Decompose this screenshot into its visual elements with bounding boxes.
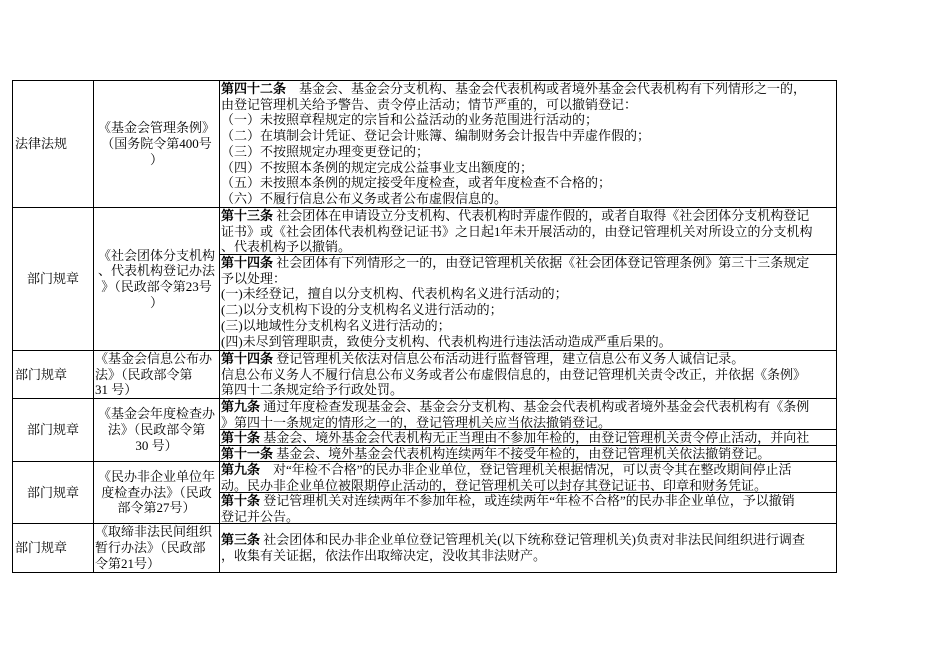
article-heading: 第十条 xyxy=(221,430,261,445)
regulation-name-line: 法》（民政部令第 xyxy=(107,422,206,438)
regulation-cell xyxy=(94,462,220,524)
regulation-name-line: 30 号） xyxy=(135,437,178,453)
article-text-line: 》第四十一条规定的情形之一的，登记管理机关应当依法撤销登记。 xyxy=(221,414,612,430)
article-first-line xyxy=(221,462,836,478)
regulation-name-line: 《基金会信息公布办 xyxy=(95,351,213,366)
article-text-line: （二）在填制会计凭证、登记会计账簿、编制财务会计报告中弄虚作假的； xyxy=(221,128,651,144)
article-first-line xyxy=(221,493,836,509)
article-cell xyxy=(220,399,837,462)
regulation-name-line: 度检查办法》（民政 xyxy=(101,484,212,500)
category-label: 部门规章 xyxy=(26,271,79,287)
article-text: 通过年度检查发现基金会、基金会分支机构、基金会代表机构或者境外基金会代表机构有《条例 xyxy=(260,399,810,414)
article-first-line xyxy=(221,255,836,271)
article xyxy=(220,399,836,430)
table-row xyxy=(13,208,837,351)
article-text: 社会团体在申请设立分支机构、代表机构时弄虚作假的，或者自取得《社会团体分支机构登记 xyxy=(273,208,810,223)
regulation-name-line: ） xyxy=(149,151,163,167)
article-cell xyxy=(220,351,837,399)
article-text: 基金会、基金会分支机构、基金会代表机构或者境外基金会代表机构有下列情形之一的， xyxy=(286,81,807,96)
article-text: 登记管理机关依法对信息公布活动进行监督管理，建立信息公布义务人诚信记录。 xyxy=(273,351,745,366)
article-text-line: 由登记管理机关给予警告、责令停止活动；情节严重的，可以撤销登记： xyxy=(221,96,638,112)
article-text-line: 、代表机构予以撤销。 xyxy=(221,239,352,255)
regulation-name-line: 、代表机构登记办法 xyxy=(97,263,215,279)
article-text-line: ，收集有关证据，依法作出取缔决定，没收其非法财产。 xyxy=(221,548,547,563)
table-row xyxy=(13,462,837,524)
category-cell xyxy=(13,524,94,573)
article xyxy=(220,493,836,524)
regulation-name-line: 部令第27号） xyxy=(117,500,196,516)
regulation-name-line: 法》（民政部令第 xyxy=(95,366,193,382)
article-text: 社会团体有下列情形之一的，由登记管理机关依据《社会团体登记管理条例》第三十三条规定 xyxy=(273,255,810,270)
article xyxy=(220,462,836,493)
article-heading: 第三条 xyxy=(221,532,261,548)
article-text: 登记管理机关对连续两年不参加年检，或连续两年“年检不合格”的民办非企业单位，予以撤销 xyxy=(260,493,795,508)
article-heading: 第十条 xyxy=(221,493,261,508)
regulation-name-line: 《基金会管理条例》 xyxy=(97,120,215,136)
regulation-name-line: 31 号） xyxy=(95,382,138,398)
article-cell xyxy=(220,208,837,351)
article-first-line xyxy=(221,208,836,224)
article-heading: 第十四条 xyxy=(221,351,274,366)
category-label: 部门规章 xyxy=(26,484,79,500)
regulation-name-line: 《社会团体分支机构 xyxy=(97,247,215,263)
article-text-line: (一)未经登记，擅自以分支机构、代表机构名义进行活动的； xyxy=(221,286,568,302)
article xyxy=(220,81,836,208)
article-text-line: (二)以分支机构下设的分支机构名义进行活动的； xyxy=(221,302,503,318)
regulation-name-line: 《取缔非法民间组织 xyxy=(95,524,213,540)
article-first-line xyxy=(221,351,836,367)
article-heading: 第九条 xyxy=(221,399,261,414)
article-text-line: (四)未尽到管理职责，致使分支机构、代表机构进行违法活动造成严重后果的。 xyxy=(221,333,672,349)
article-heading: 第十四条 xyxy=(221,255,274,270)
regulation-cell xyxy=(94,208,220,351)
article-text-line: 登记并公告。 xyxy=(221,508,300,524)
regulation-cell xyxy=(94,81,220,208)
regulation-table xyxy=(12,80,837,573)
article-text-line: （四）不按照本条例的规定完成公益事业支出额度的； xyxy=(221,159,534,175)
article xyxy=(220,524,836,573)
article-text-line: (三)以地域性分支机构名义进行活动的； xyxy=(221,317,451,333)
category-label: 部门规章 xyxy=(15,540,68,556)
article-text-line: 第四十二条规定给予行政处罚。 xyxy=(221,382,404,398)
article-text: 社会团体和民办非企业单位登记管理机关(以下统称登记管理机关)负责对非法民间组织进行调查 xyxy=(260,532,805,548)
article-cell xyxy=(220,524,837,573)
article-first-line xyxy=(221,532,836,548)
article-text-line: 予以处理： xyxy=(221,270,287,286)
regulation-cell xyxy=(94,351,220,399)
category-label: 部门规章 xyxy=(15,366,68,382)
article-heading: 第四十二条 xyxy=(221,81,287,96)
article-text-line: （五）未按照本条例的规定接受年度检查，或者年度检查不合格的； xyxy=(221,175,612,191)
article-text: 基金会、境外基金会代表机构连续两年不接受年检的，由登记管理机关依法撤销登记。 xyxy=(273,446,771,461)
category-cell xyxy=(13,208,94,351)
article-text-line: 动。民办非企业单位被限期停止活动的，登记管理机关可以封存其登记证书、印章和财务凭证。 xyxy=(221,477,768,493)
article-text-line: 证书》或《社会团体代表机构登记证书》之日起1年未开展活动的，由登记管理机关对所设立的分支机构 xyxy=(221,223,813,239)
category-cell xyxy=(13,351,94,399)
article-first-line xyxy=(221,430,836,446)
regulation-cell xyxy=(94,524,220,573)
article-first-line xyxy=(221,446,836,462)
regulation-name-line: （国务院令第400号 xyxy=(101,136,212,152)
article-heading: 第十三条 xyxy=(221,208,274,223)
category-cell xyxy=(13,462,94,524)
category-label: 法律法规 xyxy=(15,136,68,152)
table-row xyxy=(13,81,837,208)
article-text: 对“年检不合格”的民办非企业单位，登记管理机关根据情况，可以责令其在整改期间停止活 xyxy=(260,462,792,477)
article xyxy=(220,446,836,462)
article-text-line: （三）不按照规定办理变更登记的； xyxy=(221,143,430,159)
category-label: 部门规章 xyxy=(26,422,79,438)
article-text-line: （一）未按照章程规定的宗旨和公益活动的业务范围进行活动的； xyxy=(221,112,599,128)
article-first-line xyxy=(221,399,836,415)
table-row xyxy=(13,524,837,573)
article-text-line: 信息公布义务人不履行信息公布义务或者公布虚假信息的，由登记管理机关责令改正，并依据《条例》 xyxy=(221,366,807,382)
article-cell xyxy=(220,462,837,524)
regulation-name-line: 《民办非企业单位年 xyxy=(97,468,215,484)
regulation-cell xyxy=(94,399,220,462)
regulation-name-line: 令第21号） xyxy=(95,555,161,571)
article-first-line xyxy=(221,81,836,97)
table-row xyxy=(13,351,837,399)
article-heading: 第十一条 xyxy=(221,446,274,461)
article-text-line: （六）不履行信息公布义务或者公布虚假信息的。 xyxy=(221,190,508,206)
regulation-name-line: 》（民政部令第23号 xyxy=(101,279,212,294)
article-cell xyxy=(220,81,837,208)
article-text: 基金会、境外基金会代表机构无正当理由不参加年检的，由登记管理机关责令停止活动，并向社 xyxy=(260,430,810,445)
article xyxy=(220,430,836,446)
article xyxy=(220,208,836,255)
regulation-name-line: ） xyxy=(149,294,163,310)
article-heading: 第九条 xyxy=(221,462,261,477)
table-row xyxy=(13,399,837,462)
regulation-name-line: 《基金会年度检查办 xyxy=(97,406,215,422)
article xyxy=(220,351,836,399)
regulation-name-line: 暂行办法》（民政部 xyxy=(95,540,206,556)
category-cell xyxy=(13,81,94,208)
article xyxy=(220,255,836,351)
category-cell xyxy=(13,399,94,462)
